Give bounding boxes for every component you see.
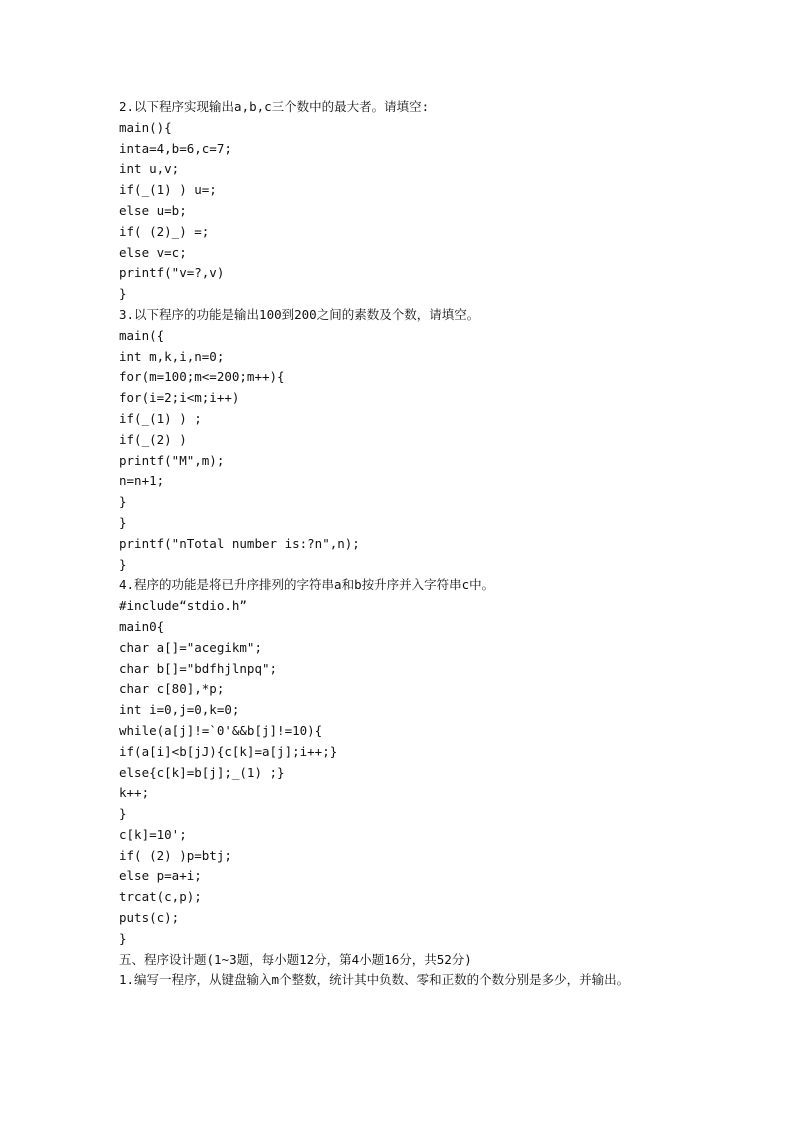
text-line: } xyxy=(119,930,127,946)
text-line: } xyxy=(119,494,127,510)
text-line: printf("v=?,v) xyxy=(119,265,225,281)
text-line: 1.编写一程序，从键盘输入m个整数，统计其中负数、零和正数的个数分别是多少，并输出。 xyxy=(119,972,630,988)
text-line: 2.以下程序实现输出a,b,c三个数中的最大者。请填空: xyxy=(119,99,430,114)
text-line: else{c[k]=b[j];_(1) ;} xyxy=(119,764,285,780)
text-line: main0{ xyxy=(119,618,165,634)
text-line: } xyxy=(119,806,127,822)
text-line: if(a[i]<b[jJ){c[k]=a[j];i++;} xyxy=(119,743,338,759)
text-line: puts(c); xyxy=(119,910,180,926)
text-line: main(){ xyxy=(119,119,172,135)
text-line: printf("M",m); xyxy=(119,452,225,468)
text-line: else u=b; xyxy=(119,202,187,218)
text-line: inta=4,b=6,c=7; xyxy=(119,140,232,156)
text-line: trcat(c,p); xyxy=(119,889,202,905)
text-line: for(i=2;i<m;i++) xyxy=(119,390,240,406)
text-line: if(_(2) ) xyxy=(119,431,187,447)
text-line: char b[]="bdfhjlnpq"; xyxy=(119,660,278,676)
document-body xyxy=(119,97,679,991)
text-line: int u,v; xyxy=(119,161,180,177)
text-line: char a[]="acegikm"; xyxy=(119,639,262,655)
text-line: int m,k,i,n=0; xyxy=(119,348,225,364)
text-line: for(m=100;m<=200;m++){ xyxy=(119,369,285,385)
text-line: n=n+1; xyxy=(119,473,165,489)
text-line: if( (2) )p=btj; xyxy=(119,847,232,863)
text-line: } xyxy=(119,286,127,302)
text-line: } xyxy=(119,556,127,572)
text-line: c[k]=10'; xyxy=(119,826,187,842)
text-line: char c[80],*p; xyxy=(119,681,225,697)
text-line: 4.程序的功能是将已升序排列的字符串a和b按升序并入字符串c中。 xyxy=(119,577,495,593)
text-line: if(_(1) ) ; xyxy=(119,410,202,426)
text-line: } xyxy=(119,514,127,530)
text-line: printf("nTotal number is:?n",n); xyxy=(119,535,360,551)
text-line: else v=c; xyxy=(119,244,187,260)
text-line: if( (2)_) =; xyxy=(119,223,210,239)
text-line: main({ xyxy=(119,327,165,343)
text-line: 五、程序设计题(1~3题，每小题12分，第4小题16分，共52分) xyxy=(119,951,472,967)
text-line: while(a[j]!=`0'&&b[j]!=10){ xyxy=(119,722,323,738)
text-line: int i=0,j=0,k=0; xyxy=(119,702,240,718)
text-line: 3.以下程序的功能是输出100到200之间的素数及个数，请填空。 xyxy=(119,306,480,322)
text-line: if(_(1) ) u=; xyxy=(119,182,217,198)
text-line: k++; xyxy=(119,785,150,801)
text-line: else p=a+i; xyxy=(119,868,202,884)
text-line: #include“stdio.h” xyxy=(119,598,247,614)
